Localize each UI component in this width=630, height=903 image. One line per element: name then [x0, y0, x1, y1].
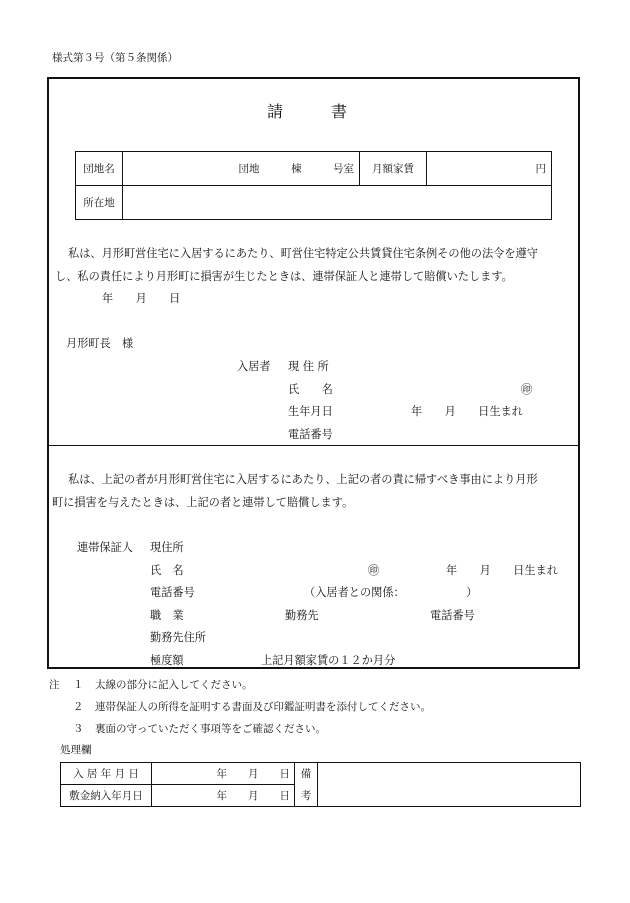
guarantor-relation[interactable]: （入居者との関係： ） — [304, 586, 478, 599]
guarantor-work-address-label: 勤務先住所 — [150, 631, 206, 644]
unit-info-table — [75, 151, 552, 220]
address-label: 所在地 — [76, 186, 123, 220]
pledge1-line2: し、私の責任により月形町に損害が生じたときは、連帯保証人と連帯して賠償いたします。 — [55, 270, 513, 283]
danchi-label: 団地名 — [76, 152, 123, 186]
resident-birth-label: 生年月日 — [288, 405, 333, 418]
resident-name-label: 氏 名 — [288, 383, 333, 396]
note-2-text: 連帯保証人の所得を証明する書面及び印鑑証明書を添付してください。 — [95, 701, 431, 713]
resident-seal: ㊞ — [521, 383, 533, 396]
notes-prefix: 注 — [49, 679, 60, 691]
processing-heading: 処理欄 — [60, 744, 92, 756]
deposit-date-label: 敷金納入年月日 — [61, 785, 152, 807]
guarantor-work-phone-label: 電話番号 — [430, 609, 475, 622]
note-1-text: 太線の部分に記入してください。 — [95, 679, 253, 691]
resident-birth-value[interactable]: 年 月 日生まれ — [411, 405, 523, 418]
rent-value[interactable]: 円 — [427, 152, 552, 186]
resident-role: 入居者 — [237, 360, 271, 373]
guarantor-limit-value: 上記月額家賃の１２か月分 — [261, 654, 396, 667]
remarks-label-1: 備 — [295, 763, 318, 785]
guarantor-address-label: 現住所 — [150, 541, 184, 554]
move-in-date-label: 入 居 年 月 日 — [61, 763, 152, 785]
guarantor-job-label: 職 業 — [150, 609, 184, 622]
section-divider — [47, 445, 580, 446]
pledge1-date[interactable]: 年 月 日 — [102, 292, 181, 305]
guarantor-workplace-label: 勤務先 — [285, 609, 319, 622]
note-1-num: １ — [73, 679, 84, 691]
addressee: 月形町長 様 — [66, 337, 134, 350]
document-title: 請 書 — [267, 102, 348, 121]
guarantor-phone-label: 電話番号 — [150, 586, 195, 599]
guarantor-birth-value[interactable]: 年 月 日生まれ — [446, 564, 558, 577]
guarantor-name-label: 氏 名 — [150, 564, 184, 577]
pledge1-line1: 私は、月形町営住宅に入居するにあたり、町営住宅特定公共賃貸住宅条例その他の法令を遵守 — [68, 247, 538, 260]
note-2-num: ２ — [73, 701, 84, 713]
guarantor-seal: ㊞ — [368, 564, 380, 577]
pledge2-line2: 町に損害を与えたときは、上記の者と連帯して賠償します。 — [52, 496, 354, 509]
deposit-date-value[interactable]: 年 月 日 — [152, 785, 295, 807]
resident-phone-label: 電話番号 — [288, 428, 333, 441]
remarks-field[interactable] — [318, 763, 581, 807]
note-3-text: 裏面の守っていただく事項等をご確認ください。 — [95, 723, 326, 735]
guarantor-role: 連帯保証人 — [77, 541, 133, 554]
pledge2-line1: 私は、上記の者が月形町営住宅に入居するにあたり、上記の者の責に帰すべき事由により月形 — [68, 473, 538, 486]
address-value[interactable] — [123, 186, 552, 220]
resident-address-label: 現 住 所 — [288, 360, 329, 373]
guarantor-limit-label: 極度額 — [150, 654, 184, 667]
move-in-date-value[interactable]: 年 月 日 — [152, 763, 295, 785]
danchi-value[interactable]: 団地 棟 号室 — [123, 152, 360, 186]
note-3-num: ３ — [73, 723, 84, 735]
form-number: 様式第３号（第５条関係） — [52, 52, 178, 64]
rent-label: 月額家賃 — [360, 152, 427, 186]
processing-table — [60, 762, 581, 807]
remarks-label-2: 考 — [295, 785, 318, 807]
